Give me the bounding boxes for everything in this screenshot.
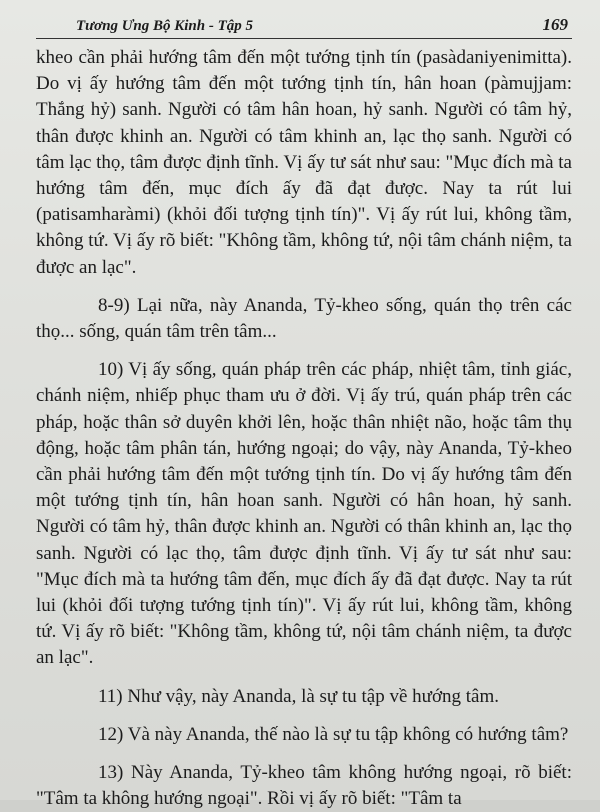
page-number: 169 [542,15,568,34]
body-text [36,45,572,812]
paragraph-8-9: 8-9) Lại nữa, này Ananda, Tỷ-kheo sống, quán thọ trên các thọ... sống, quán tâm trên tâm... [36,294,572,343]
paragraph-11: 11) Như vậy, này Ananda, là sự tu tập về hướng tâm. [98,685,499,707]
running-title: Tương Ưng Bộ Kinh - Tập 5 [76,18,254,34]
page-header [36,0,572,39]
paragraph-12: 12) Và này Ananda, thế nào là sự tu tập không có hướng tâm? [98,723,569,745]
paragraph-10: 10) Vị ấy sống, quán pháp trên các pháp, nhiệt tâm, tỉnh giác, chánh niệm, nhiếp phục tham ưu ở đời. Vị ấy trú, quán pháp trên các pháp, hoặc thân sở duyên khởi lên, hoặc thân nhiệt não, hoặc tâm thụ động, hoặc tâm phân tán, hướng ngoại; do vậy, này Ananda, Tỷ-kheo cần phải hướng tâm đến một tướng tịnh tín. Do vị ấy hướng tâm đến một tướng tịnh tín, hân hoan sanh. Người có hân hoan, hỷ sanh. Người có tâm hỷ, thân được khinh an. Người có thân khinh an, lạc thọ sanh. Người có lạc thọ, tâm được định tĩnh. Vị ấy tư sát như sau: "Mục đích mà ta hướng tâm đến, mục đích ấy đã đạt được. Nay ta rút lui (khỏi đối tượng tướng tịnh tín)". Vị ấy rút lui, không tầm, không tứ. Vị ấy rõ biết: "Không tầm, không tứ, nội tâm chánh niệm, ta được an lạc". [36,359,572,669]
paragraph-13: 13) Này Ananda, Tỷ-kheo tâm không hướng ngoại, rõ biết: "Tâm ta không hướng ngoại". Rồi vị ấy rõ biết: "Tâm ta [36,762,572,810]
paragraph-continued: kheo cần phải hướng tâm đến một tướng tịnh tín (pasàdaniyenimitta). Do vị ấy hướng tâm đến một tướng tịnh tín, hân hoan (pàmujjam: Thắng hỷ) sanh. Người có tâm hân hoan, hỷ sanh. Người có tâm hỷ, thân được khinh an. Người có tâm khinh an, lạc thọ sanh. Người có tâm lạc thọ, tâm được định tĩnh. Vị ấy tư sát như sau: "Mục đích mà ta hướng tâm đến, mục đích ấy đã đạt được. Nay ta rút lui (patisamharàmi) (khỏi đối tượng tịnh tín)". Vị ấy rút lui, không tầm, không tứ. Vị ấy rõ biết: "Không tầm, không tứ, nội tâm chánh niệm, ta được an lạc". [36,47,572,278]
